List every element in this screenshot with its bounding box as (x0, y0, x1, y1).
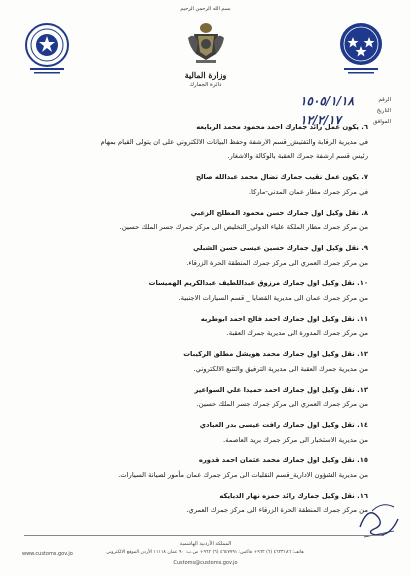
item-text: رئيس قسم ارشفة جمرك العقبة بالوكالة والاشغار. (227, 152, 368, 161)
footer-divider (24, 535, 384, 536)
department-name: دائرة الجمارك (189, 82, 222, 88)
ref-number-label: الرقم (378, 97, 391, 103)
list-item (38, 383, 368, 412)
list-item (38, 453, 368, 482)
ministry-name: وزارة المالية (184, 70, 227, 80)
item-text: في مديرية الرقابة والتفتيش_قسم الارشفة وحفظ البيانات الالكتروني على ان يتولى القيام بمهام (100, 137, 368, 146)
list-item (38, 120, 368, 164)
customs-logo-left (22, 20, 72, 80)
basmala: بسم الله الرحمن الرحيم (180, 6, 231, 12)
item-heading: ١١. نقل وكيل اول جمارك احمد فالح احمد ابوطربه (200, 314, 368, 323)
list-item (38, 206, 368, 235)
item-heading: ٨. نقل وكيل اول جمارك حسن محمود المطلح الزعبي (190, 208, 368, 217)
item-heading: ١٠. نقل وكيل اول جمارك مرزوق عبداللطيف عبدالكريم الهميسات (148, 279, 368, 288)
ref-date-value: ١٢/٢/١٧ (300, 113, 341, 127)
ref-hijri-label: الموافق (373, 119, 391, 125)
jordan-coat-of-arms-icon (186, 20, 226, 66)
item-text: من مركز جمرك العمري الى مركز جمرك المنطقة الحرة الزرقاء. (186, 258, 368, 267)
list-item (38, 170, 368, 199)
ref-date-label: التاريخ (376, 108, 391, 114)
document-body (38, 120, 368, 518)
item-text: من مديرية جمرك العقبة الى مديرية الترفيق والتتبع الالكتروني. (193, 364, 368, 373)
footer-contact: هاتف: ٤٦٢٣١٨٦ (٦) ٩٦٢+ فاكس: ٤٦٤٧٧٩١ (٦) ٩٦٢+ ص.ب: ٩٠ عمان ١١١١٨ الأردن الموقع الالكتروني (106, 550, 304, 555)
footer-country: المملكة الأردنية الهاشمية (179, 541, 232, 547)
item-heading: ١٦. نقل وكيل جمارك رائد حمزه نهار الدبايكه (219, 491, 368, 500)
item-heading: ٧. يكون عمل نقيب جمارك نضال محمد عبدالله صالح (195, 173, 368, 182)
list-item (38, 276, 368, 305)
item-text: من مركز جمرك العمري الى مركز جمرك جسر الملك حسين. (196, 400, 368, 409)
list-item (38, 347, 368, 376)
item-text: من مركز جمرك مطار الملكة علياء الدولي_التخليص الى مركز جمرك جسر الملك حسين. (119, 223, 368, 232)
ref-number-value: ١٥٠٥/١/١٨ (300, 94, 354, 108)
item-heading: ١٤. نقل وكيل اول جمارك رافت عيسى بدر العبادي (199, 420, 368, 429)
item-heading: ١٥. نقل وكيل اول جمارك محمد عثمان احمد قدوره (198, 456, 368, 465)
list-item (38, 241, 368, 270)
item-text: من مديرية الاستخبار الى مركز جمرك بريد العاصمة. (222, 435, 368, 444)
footer-email: Customs@customs.gov.jo (173, 560, 238, 566)
item-text: من مركز جمرك المدورة الى مديرية جمرك العقبة. (226, 329, 368, 338)
item-heading: ١٢. نقل وكيل اول جمارك محمد هويشل مطلق الركيبات (183, 350, 368, 359)
item-heading: ١٣. نقل وكيل اول جمارك احمد حميدا علي السواعير (194, 385, 368, 394)
customs-logo-right (336, 18, 386, 78)
item-heading: ٩. نقل وكيل اول جمارك حسين عيسى حسن الشبلي (193, 243, 368, 252)
list-item (38, 489, 368, 518)
item-text: في مركز جمرك مطار عمان المدني-ماركا. (248, 187, 368, 196)
item-heading: ٦. يكون عمل رائد جمارك احمد محمود محمد الربايعه (196, 123, 368, 131)
item-text: من مركز جمرك عمان الى مديرية القضايا _ قسم السيارات الاجنبية. (178, 294, 368, 303)
list-item (38, 312, 368, 341)
item-text: من مديرية الشؤون الادارية_قسم النقليات الى مركز جمرك عمان مأمور لصيانة السيارات. (118, 471, 368, 480)
footer-website: www.customs.gov.jo (22, 551, 73, 557)
list-item (38, 418, 368, 447)
item-text: من مركز جمرك المنطقة الحرة الزرقاء الى مركز جمرك العمري. (186, 506, 368, 515)
